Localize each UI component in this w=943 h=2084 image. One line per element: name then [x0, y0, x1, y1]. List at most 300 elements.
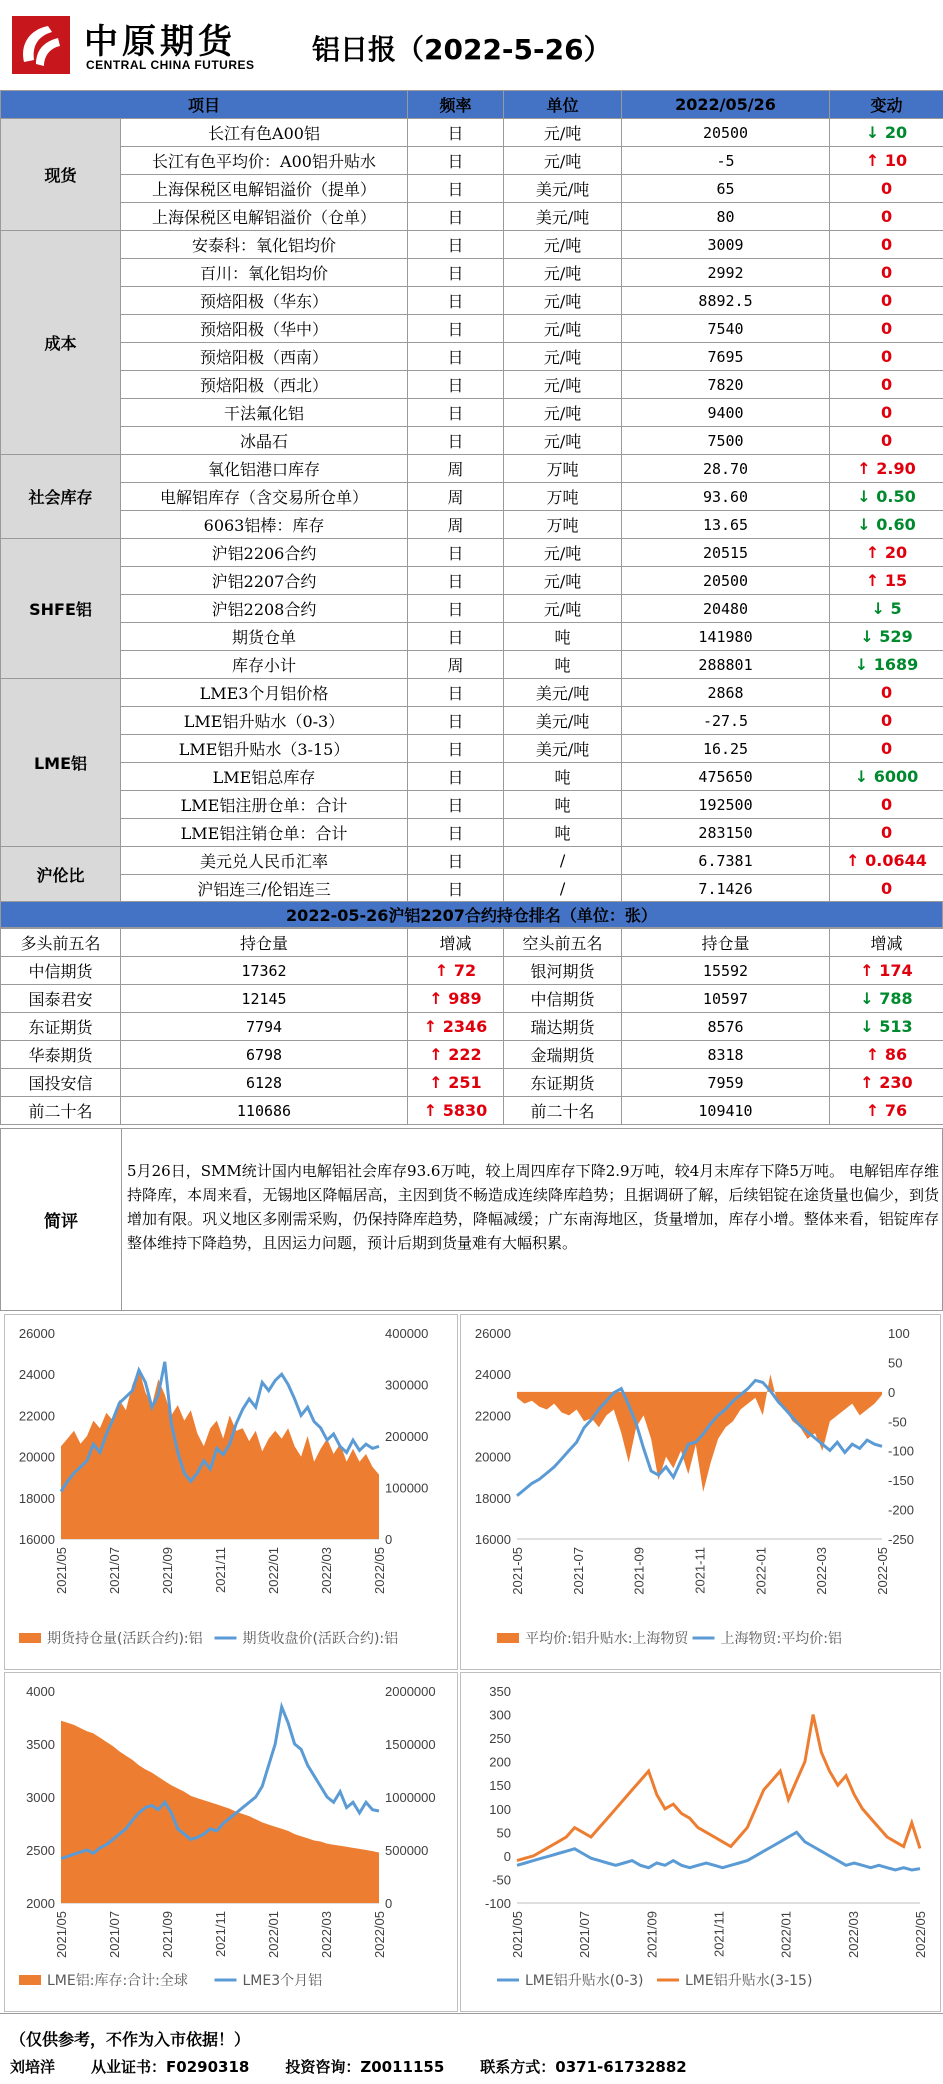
- change-number: 0: [881, 319, 892, 338]
- item-name: LME铝注册仓单：合计: [121, 791, 408, 819]
- x-tick-label: 2021/07: [107, 1547, 122, 1594]
- legend-label: 平均价:铝升贴水:上海物贸: [525, 1630, 689, 1647]
- y-left-tick-label: 2000: [26, 1896, 55, 1911]
- y-right-tick-label: 200000: [385, 1429, 428, 1444]
- value: 80: [622, 203, 830, 231]
- value: 7500: [622, 427, 830, 455]
- y-left-tick-label: 18000: [475, 1491, 511, 1506]
- y-right-tick-label: 0: [888, 1385, 895, 1400]
- disclaimer: （仅供参考，不作为入市依据！）: [10, 2027, 250, 2050]
- change-number: 86: [885, 1045, 907, 1064]
- item-name: 沪铝2206合约: [121, 539, 408, 567]
- arrow-up-icon: ↑: [435, 961, 454, 980]
- ranking-column-header: 增减: [408, 929, 504, 957]
- member-name: 国投安信: [1, 1069, 121, 1097]
- x-tick-label: 2022/05: [372, 1547, 387, 1594]
- item-name: 冰晶石: [121, 427, 408, 455]
- item-name: 沪铝2207合约: [121, 567, 408, 595]
- unit: 万吨: [504, 511, 622, 539]
- change-number: 0: [881, 179, 892, 198]
- column-header: 频率: [408, 91, 504, 119]
- item-name: 氧化铝港口库存: [121, 455, 408, 483]
- x-tick-label: 2021/05: [54, 1911, 69, 1958]
- x-tick-label: 2022/05: [372, 1911, 387, 1958]
- consult-number: 投资咨询：Z0011155: [285, 2058, 444, 2076]
- change-number: 0: [881, 375, 892, 394]
- change-number: 0: [881, 347, 892, 366]
- table-row: [1, 287, 943, 315]
- unit: 元/吨: [504, 567, 622, 595]
- value: 7695: [622, 343, 830, 371]
- value: -27.5: [622, 707, 830, 735]
- change-number: 0: [881, 431, 892, 450]
- column-header: 2022/05/26: [622, 91, 830, 119]
- change-number: 0.60: [876, 515, 915, 534]
- unit: /: [504, 847, 622, 875]
- frequency: 日: [408, 763, 504, 791]
- change-value: [830, 567, 943, 595]
- change-value: [830, 175, 943, 203]
- table-row: [1, 791, 943, 819]
- author-name: 刘培洋: [10, 2058, 55, 2076]
- position-volume: 8576: [622, 1013, 830, 1041]
- item-name: LME铝升贴水（3-15）: [121, 735, 408, 763]
- report-footer: [0, 2013, 943, 2084]
- legend-label: LME铝升贴水(0-3): [525, 1972, 644, 1989]
- category-label: 沪伦比: [1, 847, 121, 903]
- column-header: 单位: [504, 91, 622, 119]
- series-area: [517, 1374, 882, 1492]
- position-change: [830, 1013, 943, 1041]
- frequency: 日: [408, 539, 504, 567]
- commentary-text: 5月26日，SMM统计国内电解铝社会库存93.6万吨，较上周四库存下降2.9万吨，较4月末库存下降5万吨。 电解铝库存维持降库，本周来看，无锡地区降幅居高，主因到货不畅造成连续降库趋势；且据调研了解，后续铝锭在途货量也偏少，到货增加有限。巩义地区多刚需采购，仍保持降库趋势，降幅减缓；广东南海地区，货量增加，库存小增。整体来看，铝锭库存整体维持下降趋势，且因运力问题，预计后期到货量难有大幅积累。: [127, 1159, 939, 1255]
- frequency: 周: [408, 455, 504, 483]
- arrow-down-icon: ↓: [855, 655, 874, 674]
- change-value: [830, 735, 943, 763]
- change-number: 989: [448, 989, 481, 1008]
- legend-label: LME3个月铝: [243, 1973, 323, 1989]
- item-name: 上海保税区电解铝溢价（提单）: [121, 175, 408, 203]
- member-name: 中信期货: [504, 985, 622, 1013]
- change-number: 0: [881, 403, 892, 422]
- column-header: 项目: [1, 91, 408, 119]
- change-number: 0: [881, 739, 892, 758]
- table-row: [1, 707, 943, 735]
- chart-lme-spreads: [460, 1672, 941, 2012]
- y-right-tick-label: 50: [888, 1355, 902, 1370]
- position-change: [830, 1097, 943, 1125]
- value: 28.70: [622, 455, 830, 483]
- unit: 元/吨: [504, 595, 622, 623]
- legend-label: LME铝:库存:合计:全球: [47, 1972, 188, 1989]
- table-row: [1, 175, 943, 203]
- unit: 美元/吨: [504, 175, 622, 203]
- report-header: [0, 0, 943, 90]
- category-label: LME铝: [1, 679, 121, 847]
- change-value: [830, 707, 943, 735]
- position-change: [408, 985, 504, 1013]
- frequency: 日: [408, 119, 504, 147]
- logo-english-name: CENTRAL CHINA FUTURES: [86, 58, 255, 72]
- position-volume: 110686: [121, 1097, 408, 1125]
- category-label: SHFE铝: [1, 539, 121, 679]
- y-right-tick-label: 100000: [385, 1481, 428, 1496]
- arrow-up-icon: ↑: [860, 961, 879, 980]
- position-ranking-table: [0, 928, 943, 1125]
- x-tick-label: 2021/05: [54, 1547, 69, 1594]
- logo-chinese-name: 中原期货: [84, 14, 236, 63]
- arrow-up-icon: ↑: [866, 543, 885, 562]
- change-number: 10: [885, 151, 907, 170]
- change-value: [830, 791, 943, 819]
- item-name: 预焙阳极（西南）: [121, 343, 408, 371]
- y-left-tick-label: 350: [489, 1684, 511, 1699]
- frequency: 日: [408, 399, 504, 427]
- table-row: [1, 679, 943, 707]
- ranking-column-header: 多头前五名: [1, 929, 121, 957]
- arrow-up-icon: ↑: [429, 989, 448, 1008]
- change-number: 2346: [443, 1017, 488, 1036]
- position-volume: 109410: [622, 1097, 830, 1125]
- arrow-down-icon: ↓: [860, 1017, 879, 1036]
- arrow-up-icon: ↑: [866, 151, 885, 170]
- position-volume: 7959: [622, 1069, 830, 1097]
- frequency: 日: [408, 287, 504, 315]
- category-label: 成本: [1, 231, 121, 455]
- frequency: 日: [408, 427, 504, 455]
- position-change: [408, 957, 504, 985]
- item-name: 沪铝连三/伦铝连三: [121, 875, 408, 903]
- frequency: 日: [408, 147, 504, 175]
- table-row: [1, 735, 943, 763]
- value: 283150: [622, 819, 830, 847]
- frequency: 日: [408, 343, 504, 371]
- y-left-tick-label: 0: [504, 1849, 511, 1864]
- table-row: [1, 623, 943, 651]
- unit: 元/吨: [504, 427, 622, 455]
- table-row: [1, 539, 943, 567]
- arrow-down-icon: ↓: [860, 627, 879, 646]
- item-name: LME铝总库存: [121, 763, 408, 791]
- frequency: 日: [408, 791, 504, 819]
- commentary-section: [0, 1128, 943, 1311]
- table-row: [1, 957, 943, 985]
- category-label: 现货: [1, 119, 121, 231]
- item-name: LME3个月铝价格: [121, 679, 408, 707]
- value: 13.65: [622, 511, 830, 539]
- position-change: [830, 985, 943, 1013]
- value: 8892.5: [622, 287, 830, 315]
- change-value: [830, 343, 943, 371]
- ranking-column-header: 增减: [830, 929, 943, 957]
- change-value: [830, 455, 943, 483]
- arrow-down-icon: ↓: [857, 515, 876, 534]
- x-tick-label: 2021-07: [571, 1547, 586, 1595]
- y-left-tick-label: 150: [489, 1778, 511, 1793]
- frequency: 日: [408, 679, 504, 707]
- table-row: [1, 483, 943, 511]
- x-tick-label: 2021/09: [160, 1547, 175, 1594]
- table-row: [1, 203, 943, 231]
- y-left-tick-label: 50: [497, 1825, 511, 1840]
- unit: 元/吨: [504, 371, 622, 399]
- arrow-up-icon: ↑: [857, 459, 876, 478]
- x-tick-label: 2022/03: [319, 1911, 334, 1958]
- x-tick-label: 2021-05: [510, 1547, 525, 1595]
- series-line: [517, 1715, 920, 1861]
- category-label: 社会库存: [1, 455, 121, 539]
- frequency: 日: [408, 567, 504, 595]
- value: 20515: [622, 539, 830, 567]
- change-number: 788: [879, 989, 912, 1008]
- item-name: 预焙阳极（华中）: [121, 315, 408, 343]
- table-row: [1, 819, 943, 847]
- item-name: 百川：氧化铝均价: [121, 259, 408, 287]
- change-value: [830, 371, 943, 399]
- x-tick-label: 2022-01: [753, 1547, 768, 1595]
- change-number: 1689: [874, 655, 919, 674]
- legend-swatch: [19, 1975, 41, 1985]
- y-right-tick-label: -200: [888, 1503, 914, 1518]
- change-value: [830, 119, 943, 147]
- change-value: [830, 203, 943, 231]
- arrow-up-icon: ↑: [424, 1101, 443, 1120]
- value: 16.25: [622, 735, 830, 763]
- value: 20500: [622, 119, 830, 147]
- change-number: 5830: [443, 1101, 488, 1120]
- unit: 元/吨: [504, 119, 622, 147]
- item-name: 库存小计: [121, 651, 408, 679]
- change-value: [830, 287, 943, 315]
- y-left-tick-label: 3500: [26, 1737, 55, 1752]
- change-number: 72: [454, 961, 476, 980]
- frequency: 日: [408, 203, 504, 231]
- unit: 吨: [504, 623, 622, 651]
- item-name: 6063铝棒：库存: [121, 511, 408, 539]
- frequency: 日: [408, 735, 504, 763]
- change-number: 513: [879, 1017, 912, 1036]
- arrow-down-icon: ↓: [866, 123, 885, 142]
- change-number: 5: [890, 599, 901, 618]
- table-row: [1, 1097, 943, 1125]
- ranking-column-header: 持仓量: [121, 929, 408, 957]
- y-right-tick-label: 2000000: [385, 1684, 436, 1699]
- change-number: 2.90: [876, 459, 915, 478]
- unit: 吨: [504, 791, 622, 819]
- unit: 吨: [504, 763, 622, 791]
- ranking-column-header: 空头前五名: [504, 929, 622, 957]
- chart-shanghai-premium: [460, 1314, 941, 1670]
- y-right-tick-label: -150: [888, 1473, 914, 1488]
- x-tick-label: 2021/11: [213, 1911, 228, 1957]
- change-number: 230: [879, 1073, 912, 1092]
- unit: 元/吨: [504, 399, 622, 427]
- item-name: 长江有色平均价：A00铝升贴水: [121, 147, 408, 175]
- table-row: [1, 985, 943, 1013]
- value: 7.1426: [622, 875, 830, 903]
- table-row: [1, 511, 943, 539]
- table-row: [1, 147, 943, 175]
- arrow-up-icon: ↑: [429, 1045, 448, 1064]
- x-tick-label: 2022-05: [875, 1547, 890, 1595]
- unit: 元/吨: [504, 147, 622, 175]
- item-name: 长江有色A00铝: [121, 119, 408, 147]
- table-row: [1, 651, 943, 679]
- contact-phone: 联系方式：0371-61732882: [480, 2058, 686, 2076]
- frequency: 周: [408, 651, 504, 679]
- y-left-tick-label: 2500: [26, 1843, 55, 1858]
- chart-lme-inventory-price: [4, 1672, 458, 2012]
- x-tick-label: 2022-03: [814, 1547, 829, 1595]
- y-left-tick-label: 16000: [19, 1532, 55, 1547]
- change-number: 222: [448, 1045, 481, 1064]
- frequency: 日: [408, 231, 504, 259]
- table-row: [1, 259, 943, 287]
- arrow-up-icon: ↑: [429, 1073, 448, 1092]
- member-name: 华泰期货: [1, 1041, 121, 1069]
- x-tick-label: 2022/01: [266, 1911, 281, 1958]
- y-left-tick-label: 16000: [475, 1532, 511, 1547]
- y-left-tick-label: 24000: [475, 1367, 511, 1382]
- x-tick-label: 2022/01: [779, 1911, 794, 1958]
- table-row: [1, 315, 943, 343]
- frequency: 日: [408, 259, 504, 287]
- arrow-up-icon: ↑: [846, 851, 865, 870]
- change-value: [830, 231, 943, 259]
- item-name: 沪铝2208合约: [121, 595, 408, 623]
- change-number: 0: [881, 683, 892, 702]
- table-row: [1, 399, 943, 427]
- position-change: [830, 1069, 943, 1097]
- arrow-up-icon: ↑: [866, 571, 885, 590]
- y-right-tick-label: -50: [888, 1414, 907, 1429]
- commentary-label: 简评: [1, 1129, 122, 1310]
- frequency: 日: [408, 875, 504, 903]
- arrow-down-icon: ↓: [871, 599, 890, 618]
- report-title: 铝日报（2022-5-26）: [312, 28, 612, 68]
- table-row: [1, 1041, 943, 1069]
- unit: 元/吨: [504, 539, 622, 567]
- position-change: [408, 1013, 504, 1041]
- change-value: [830, 315, 943, 343]
- change-number: 0: [881, 207, 892, 226]
- value: 2868: [622, 679, 830, 707]
- value: 141980: [622, 623, 830, 651]
- x-tick-label: 2021/07: [107, 1911, 122, 1958]
- unit: 吨: [504, 819, 622, 847]
- series-area: [61, 1369, 379, 1539]
- change-value: [830, 147, 943, 175]
- company-logo-icon: [12, 16, 70, 74]
- y-left-tick-label: 26000: [475, 1326, 511, 1341]
- table-row: [1, 595, 943, 623]
- value: 288801: [622, 651, 830, 679]
- ranking-column-header: 持仓量: [622, 929, 830, 957]
- item-name: 预焙阳极（西北）: [121, 371, 408, 399]
- column-header: 变动: [830, 91, 943, 119]
- series-area: [61, 1721, 379, 1903]
- legend-swatch: [497, 1633, 519, 1643]
- value: 65: [622, 175, 830, 203]
- license-number: 从业证书：F0290318: [91, 2058, 249, 2076]
- arrow-down-icon: ↓: [857, 487, 876, 506]
- y-left-tick-label: -100: [485, 1896, 511, 1911]
- value: 93.60: [622, 483, 830, 511]
- y-left-tick-label: 250: [489, 1731, 511, 1746]
- table-row: [1, 343, 943, 371]
- item-name: LME铝升贴水（0-3）: [121, 707, 408, 735]
- arrow-up-icon: ↑: [424, 1017, 443, 1036]
- change-number: 0: [881, 235, 892, 254]
- table-row: [1, 567, 943, 595]
- change-number: 6000: [874, 767, 919, 786]
- y-left-tick-label: 24000: [19, 1367, 55, 1382]
- x-tick-label: 2021/07: [577, 1911, 592, 1958]
- frequency: 日: [408, 175, 504, 203]
- x-tick-label: 2022/01: [266, 1547, 281, 1594]
- member-name: 中信期货: [1, 957, 121, 985]
- change-number: 0: [881, 823, 892, 842]
- item-name: 期货仓单: [121, 623, 408, 651]
- y-left-tick-label: 3000: [26, 1790, 55, 1805]
- item-name: 安泰科：氧化铝均价: [121, 231, 408, 259]
- change-value: [830, 819, 943, 847]
- unit: 美元/吨: [504, 203, 622, 231]
- frequency: 日: [408, 819, 504, 847]
- legend-swatch: [19, 1633, 41, 1643]
- change-value: [830, 427, 943, 455]
- table-row: [1, 427, 943, 455]
- change-value: [830, 651, 943, 679]
- change-number: 76: [885, 1101, 907, 1120]
- value: 7540: [622, 315, 830, 343]
- arrow-down-icon: ↓: [860, 989, 879, 1008]
- x-tick-label: 2022/03: [846, 1911, 861, 1958]
- position-change: [408, 1041, 504, 1069]
- legend-label: 期货持仓量(活跃合约):铝: [47, 1630, 203, 1647]
- y-right-tick-label: 1500000: [385, 1737, 436, 1752]
- y-right-tick-label: -100: [888, 1444, 914, 1459]
- y-left-tick-label: 18000: [19, 1491, 55, 1506]
- item-name: 电解铝库存（含交易所仓单）: [121, 483, 408, 511]
- member-name: 前二十名: [1, 1097, 121, 1125]
- table-row: [1, 875, 943, 903]
- position-change: [830, 957, 943, 985]
- table-row: [1, 1069, 943, 1097]
- y-right-tick-label: 0: [385, 1532, 392, 1547]
- y-left-tick-label: 26000: [19, 1326, 55, 1341]
- item-name: 上海保税区电解铝溢价（仓单）: [121, 203, 408, 231]
- frequency: 周: [408, 511, 504, 539]
- position-change: [408, 1069, 504, 1097]
- y-right-tick-label: 400000: [385, 1326, 428, 1341]
- change-number: 20: [885, 123, 907, 142]
- change-number: 0.50: [876, 487, 915, 506]
- y-left-tick-label: 22000: [19, 1408, 55, 1423]
- y-left-tick-label: 300: [489, 1708, 511, 1723]
- value: 20480: [622, 595, 830, 623]
- arrow-up-icon: ↑: [866, 1045, 885, 1064]
- change-number: 0.0644: [865, 851, 927, 870]
- position-volume: 7794: [121, 1013, 408, 1041]
- y-left-tick-label: 20000: [19, 1450, 55, 1465]
- unit: 万吨: [504, 483, 622, 511]
- change-number: 251: [448, 1073, 481, 1092]
- main-data-table: [0, 90, 943, 903]
- unit: 万吨: [504, 455, 622, 483]
- value: 192500: [622, 791, 830, 819]
- x-tick-label: 2021/11: [712, 1911, 727, 1957]
